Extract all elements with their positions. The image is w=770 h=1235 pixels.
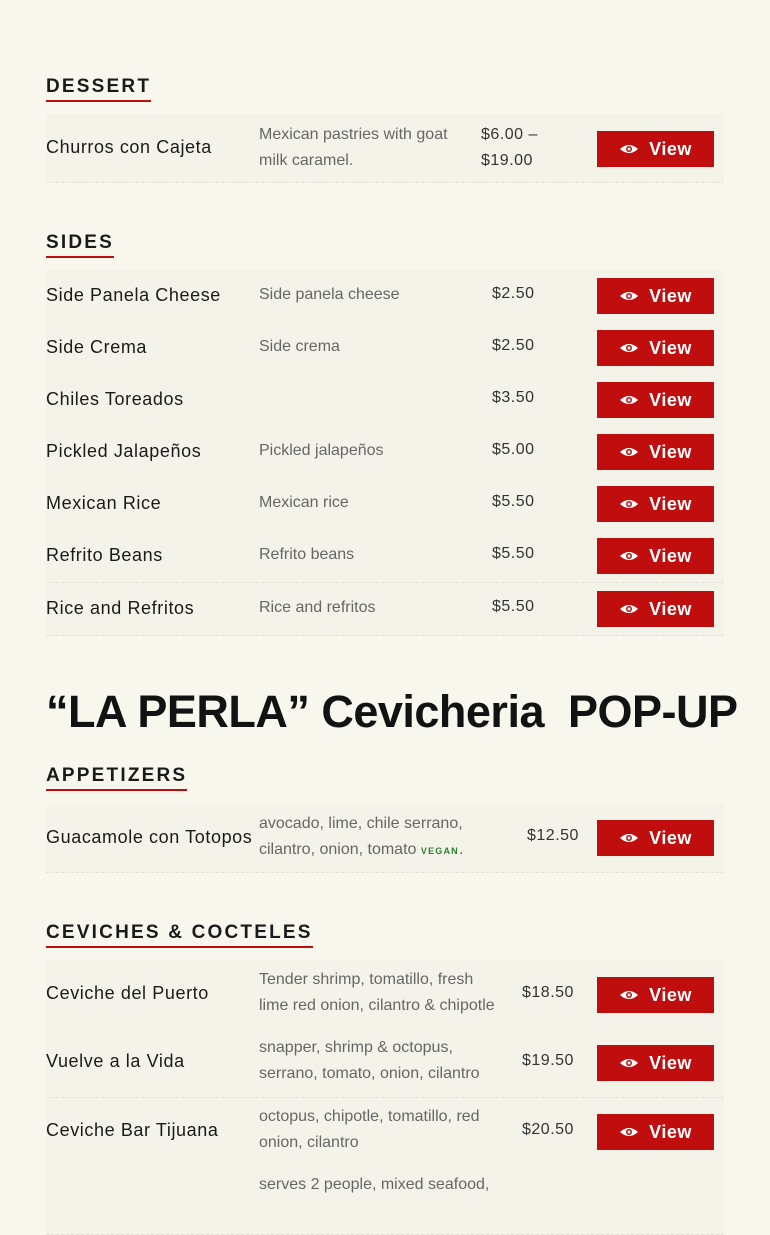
item-description: Refrito beans [259, 546, 355, 563]
menu-item [46, 426, 724, 479]
item-description: Tender shrimp, tomatillo, fresh lime red onion, cilantro & chipotle [259, 971, 495, 1014]
item-description-suffix: . [458, 841, 464, 858]
item-name: Churros con Cajeta [46, 137, 212, 157]
eye-icon [619, 550, 639, 562]
item-name: Rice and Refritos [46, 598, 195, 618]
item-name: Ceviche Bar Tijuana [46, 1120, 219, 1140]
view-button-label: View [649, 598, 692, 619]
item-description: serves 2 people, mixed seafood, [259, 1176, 490, 1193]
view-button-label: View [649, 984, 692, 1005]
item-description-text: avocado, lime, chile serrano, cilantro, onion, tomato [259, 815, 463, 858]
item-price: $18.50 [522, 984, 574, 1001]
item-description: Mexican rice [259, 494, 349, 511]
view-button-label: View [649, 1121, 692, 1142]
item-description: Mexican pastries with goat milk caramel. [259, 126, 448, 169]
item-description: snapper, shrimp & octopus, serrano, tomato, onion, cilantro [259, 1039, 480, 1082]
menu-item [46, 374, 724, 427]
eye-icon [619, 446, 639, 458]
eye-icon [619, 342, 639, 354]
item-price: $20.50 [522, 1121, 574, 1138]
section-title-appetizers: APPETIZERS [46, 765, 187, 791]
item-name: Refrito Beans [46, 545, 163, 565]
menu-item [46, 1098, 724, 1167]
view-button[interactable] [597, 486, 714, 522]
item-name: Ceviche del Puerto [46, 983, 209, 1003]
item-description: Side panela cheese [259, 286, 400, 303]
view-button[interactable] [597, 278, 714, 314]
menu-item [46, 1029, 724, 1098]
eye-icon [619, 603, 639, 615]
view-button-label: View [649, 441, 692, 462]
item-name: Chiles Toreados [46, 389, 184, 409]
menu-item [46, 961, 724, 1030]
eye-icon [619, 498, 639, 510]
view-button-label: View [649, 827, 692, 848]
view-button-label: View [649, 337, 692, 358]
item-price: $6.00 – $19.00 [481, 126, 538, 169]
item-price: $12.50 [527, 827, 579, 844]
view-button-label: View [649, 389, 692, 410]
menu-item [46, 804, 724, 873]
section-title-sides: SIDES [46, 232, 114, 258]
menu-item [46, 322, 724, 375]
view-button[interactable] [597, 1114, 714, 1150]
item-description [259, 811, 474, 864]
view-button-label: View [649, 545, 692, 566]
item-price: $2.50 [492, 285, 535, 302]
menu-item [46, 1166, 724, 1235]
item-name: Mexican Rice [46, 493, 162, 513]
item-price: $2.50 [492, 337, 535, 354]
item-price: $5.50 [492, 493, 535, 510]
eye-icon [619, 989, 639, 1001]
view-button-label: View [649, 1052, 692, 1073]
view-button[interactable] [597, 820, 714, 856]
view-button[interactable] [597, 330, 714, 366]
menu-item [46, 583, 724, 636]
item-name: Guacamole con Totopos [46, 827, 253, 847]
item-price: $5.50 [492, 545, 535, 562]
section-title-ceviches: CEVICHES & COCTELES [46, 922, 313, 948]
view-button[interactable] [597, 131, 714, 167]
item-description: Side crema [259, 338, 340, 355]
view-button-label: View [649, 138, 692, 159]
item-description: Pickled jalapeños [259, 442, 384, 459]
eye-icon [619, 1126, 639, 1138]
view-button[interactable] [597, 382, 714, 418]
view-button[interactable] [597, 538, 714, 574]
section-title-dessert: DESSERT [46, 76, 151, 102]
item-name: Vuelve a la Vida [46, 1051, 185, 1071]
menu-item [46, 114, 724, 183]
item-price: $3.50 [492, 389, 535, 406]
view-button-label: View [649, 285, 692, 306]
view-button[interactable] [597, 591, 714, 627]
item-description: Rice and refritos [259, 599, 376, 616]
view-button[interactable] [597, 977, 714, 1013]
item-name: Side Crema [46, 337, 148, 357]
item-price: $5.50 [492, 598, 535, 615]
eye-icon [619, 143, 639, 155]
item-price: $19.50 [522, 1052, 574, 1069]
eye-icon [619, 290, 639, 302]
eye-icon [619, 394, 639, 406]
menu-item [46, 530, 724, 583]
item-price: $5.00 [492, 441, 535, 458]
item-description: octopus, chipotle, tomatillo, red onion, cilantro [259, 1108, 480, 1151]
eye-icon [619, 1057, 639, 1069]
view-button[interactable] [597, 434, 714, 470]
item-name: Side Panela Cheese [46, 285, 221, 305]
item-name: Pickled Jalapeños [46, 441, 202, 461]
view-button-label: View [649, 493, 692, 514]
popup-title: “LA PERLA” Cevicheria POP-UP [46, 686, 738, 737]
view-button[interactable] [597, 1045, 714, 1081]
vegan-badge: VEGAN [420, 846, 459, 856]
eye-icon [619, 832, 639, 844]
menu-item [46, 270, 724, 323]
menu-item [46, 478, 724, 531]
